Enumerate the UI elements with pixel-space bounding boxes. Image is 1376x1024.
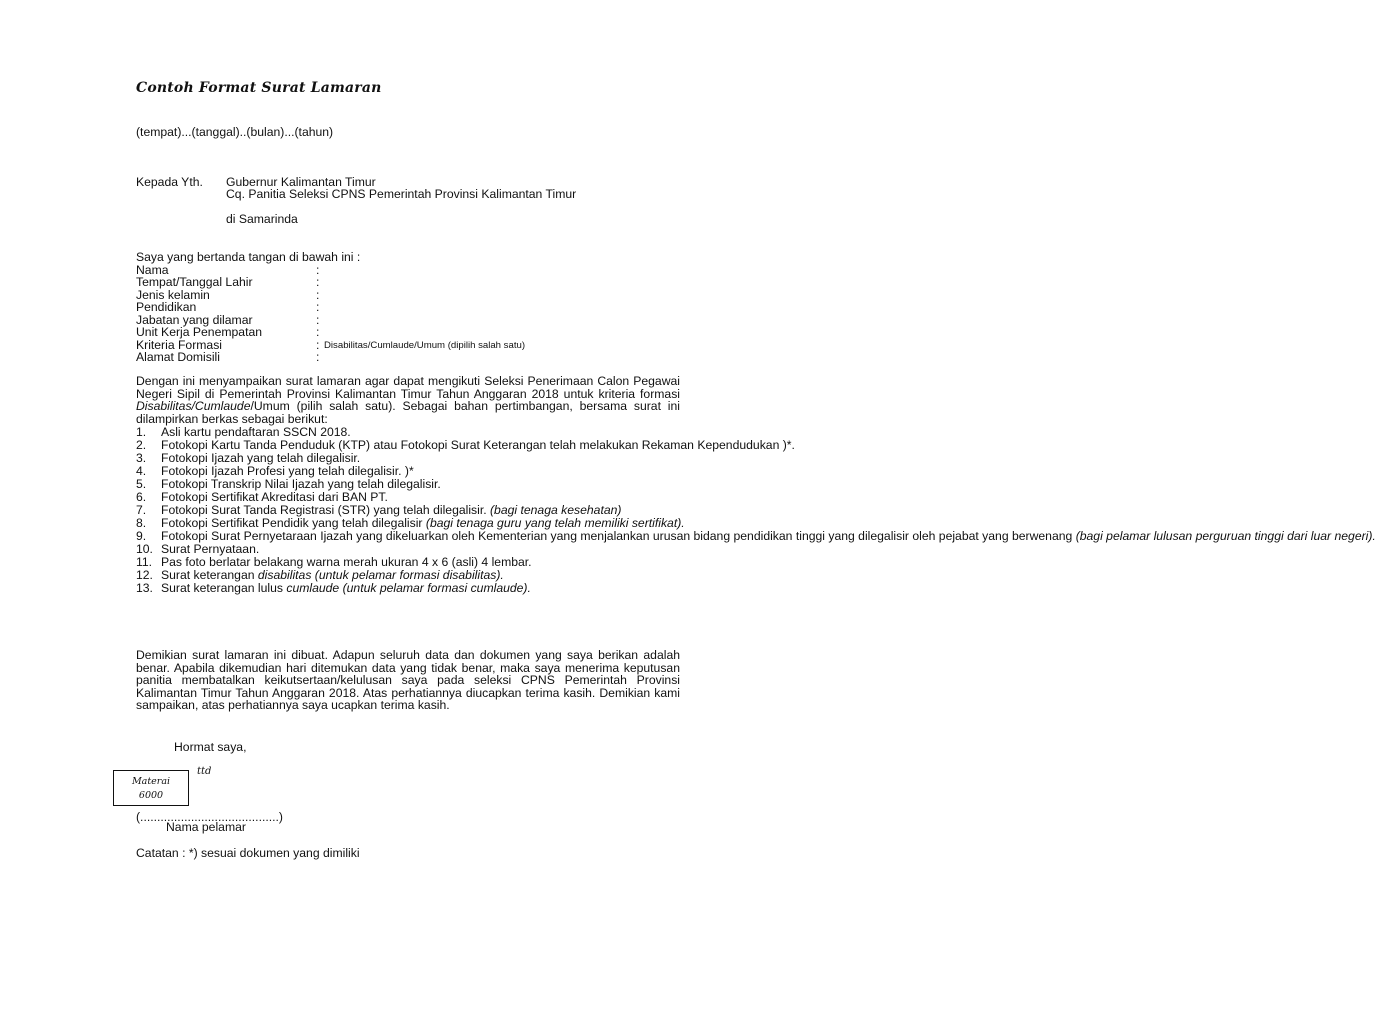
field-colon: : — [316, 262, 320, 277]
recipient-line-2: Cq. Panitia Seleksi CPNS Pemerintah Provinsi Kalimantan Timur — [226, 187, 577, 201]
list-text: Surat Pernyataan. — [161, 542, 260, 556]
list-text: Fotokopi Transkrip Nilai Ijazah yang telah dilegalisir. — [161, 477, 441, 491]
list-number: 9. — [136, 529, 147, 543]
list-number: 6. — [136, 490, 147, 504]
list-text — [161, 530, 1376, 543]
list-text: Fotokopi Kartu Tanda Penduduk (KTP) atau Fotokopi Surat Keterangan telah melakukan Rekaman Kependudukan )*. — [161, 438, 795, 452]
list-number: 8. — [136, 516, 147, 530]
ttd-mark: ttd — [197, 766, 212, 777]
list-text-italic: disabilitas (untuk pelamar formasi disabilitas). — [257, 568, 504, 582]
paragraph-intro — [136, 375, 680, 425]
list-text-main: Surat keterangan — [161, 568, 258, 582]
field-colon: : — [316, 300, 320, 314]
paragraph-closing: Demikian surat lamaran ini dibuat. Adapun seluruh data dan dokumen yang saya berikan adalah benar. Apabila dikemudian hari ditemukan data yang tidak benar, maka saya menerima keputusan panitia membatalkan keikutsertaan/kelulusan saya pada seleksi CPNS Pemerintah Provinsi Kalimantan Timur Tahun Anggaran 2018. Atas perhatiannya diucapkan terima kasih. Demikian kami sampaikan, atas perhatiannya saya ucapkan terima kasih. — [136, 648, 680, 712]
list-text: Fotokopi Ijazah yang telah dilegalisir. — [161, 451, 361, 465]
field-value-formasi: Disabilitas/Cumlaude/Umum (dipilih salah satu) — [324, 340, 526, 351]
field-label: Pendidikan — [136, 300, 197, 314]
closing-greeting: Hormat saya, — [174, 740, 247, 754]
list-text: Fotokopi Sertifikat Akreditasi dari BAN PT. — [161, 490, 388, 504]
page-title: Contoh Format Surat Lamaran — [136, 80, 382, 96]
paragraph-intro-a: Dengan ini menyampaikan surat lamaran agar dapat mengikuti Seleksi Penerimaan Calon Pegawai Negeri Sipil di Pemerintah Provinsi Kalimantan Timur Tahun Anggaran 2018 untuk kriteria formasi — [136, 374, 680, 401]
kepada-label: Kepada Yth. — [136, 175, 203, 189]
field-colon: : — [316, 325, 320, 339]
recipient-line-1: Gubernur Kalimantan Timur — [226, 175, 376, 189]
list-text-italic: (bagi tenaga kesehatan) — [490, 503, 622, 517]
paragraph-intro-c: /Umum (pilih salah satu). Sebagai bahan pertimbangan, bersama surat ini dilampirkan berkas sebagai berikut: — [136, 399, 680, 426]
list-text-main: Fotokopi Sertifikat Pendidik yang telah dilegalisir — [161, 516, 426, 530]
intro-text: Saya yang bertanda tangan di bawah ini : — [136, 250, 361, 264]
stamp-line-2: 6000 — [138, 790, 164, 801]
list-number: 4. — [136, 464, 147, 478]
signer-name: Nama pelamar — [166, 820, 246, 834]
field-colon: : — [316, 337, 320, 352]
field-label: Unit Kerja Penempatan — [136, 325, 263, 339]
materai-stamp — [113, 770, 189, 806]
list-number: 3. — [136, 451, 147, 465]
field-label: Alamat Domisili — [136, 350, 220, 364]
field-colon: : — [316, 287, 320, 302]
recipient-line-3: di Samarinda — [226, 212, 298, 226]
list-number: 7. — [136, 503, 147, 517]
field-label: Tempat/Tanggal Lahir — [136, 275, 253, 289]
list-number: 1. — [136, 425, 147, 439]
attachment-list — [136, 425, 1376, 595]
list-number: 13. — [136, 581, 153, 595]
field-label: Jabatan yang dilamar — [136, 312, 253, 327]
field-colon: : — [316, 275, 320, 289]
list-number: 2. — [136, 438, 147, 452]
paragraph-intro-italic: Disabilitas/Cumlaude — [136, 399, 251, 413]
list-number: 11. — [136, 555, 153, 569]
list-text-main: Fotokopi Surat Pernyetaraan Ijazah yang dikeluarkan oleh Kementerian yang menjalankan urusan bidang pendidikan tinggi yang dilegalisir oleh pejabat yang berwenang — [161, 529, 1076, 543]
field-label: Kriteria Formasi — [136, 337, 223, 352]
field-label: Jenis kelamin — [136, 287, 210, 302]
signature-line: (.........................................) — [136, 810, 283, 824]
field-label: Nama — [136, 262, 169, 277]
place-date: (tempat)...(tanggal)..(bulan)...(tahun) — [136, 125, 334, 139]
list-text: Pas foto berlatar belakang warna merah ukuran 4 x 6 (asli) 4 lembar. — [161, 555, 532, 569]
field-colon: : — [316, 350, 320, 364]
list-number: 10. — [136, 542, 153, 556]
list-text-italic: (bagi tenaga guru yang telah memiliki sertifikat). — [425, 516, 685, 530]
list-text — [161, 582, 680, 595]
list-text: Fotokopi Ijazah Profesi yang telah dilegalisir. )* — [161, 464, 414, 478]
list-number: 12. — [136, 568, 153, 582]
list-text-main: Fotokopi Surat Tanda Registrasi (STR) yang telah dilegalisir. — [161, 503, 490, 517]
stamp-line-1: Materai — [131, 776, 171, 787]
list-text: Asli kartu pendaftaran SSCN 2018. — [161, 425, 351, 439]
list-text-main: Surat keterangan lulus — [161, 581, 287, 595]
list-text-italic: cumlaude (untuk pelamar formasi cumlaude). — [286, 581, 531, 595]
list-text-italic: (bagi pelamar lulusan perguruan tinggi dari luar negeri). — [1075, 529, 1376, 543]
list-number: 5. — [136, 477, 147, 491]
field-colon: : — [316, 312, 320, 327]
footnote: Catatan : *) sesuai dokumen yang dimiliki — [136, 846, 360, 860]
list-item — [136, 582, 680, 595]
